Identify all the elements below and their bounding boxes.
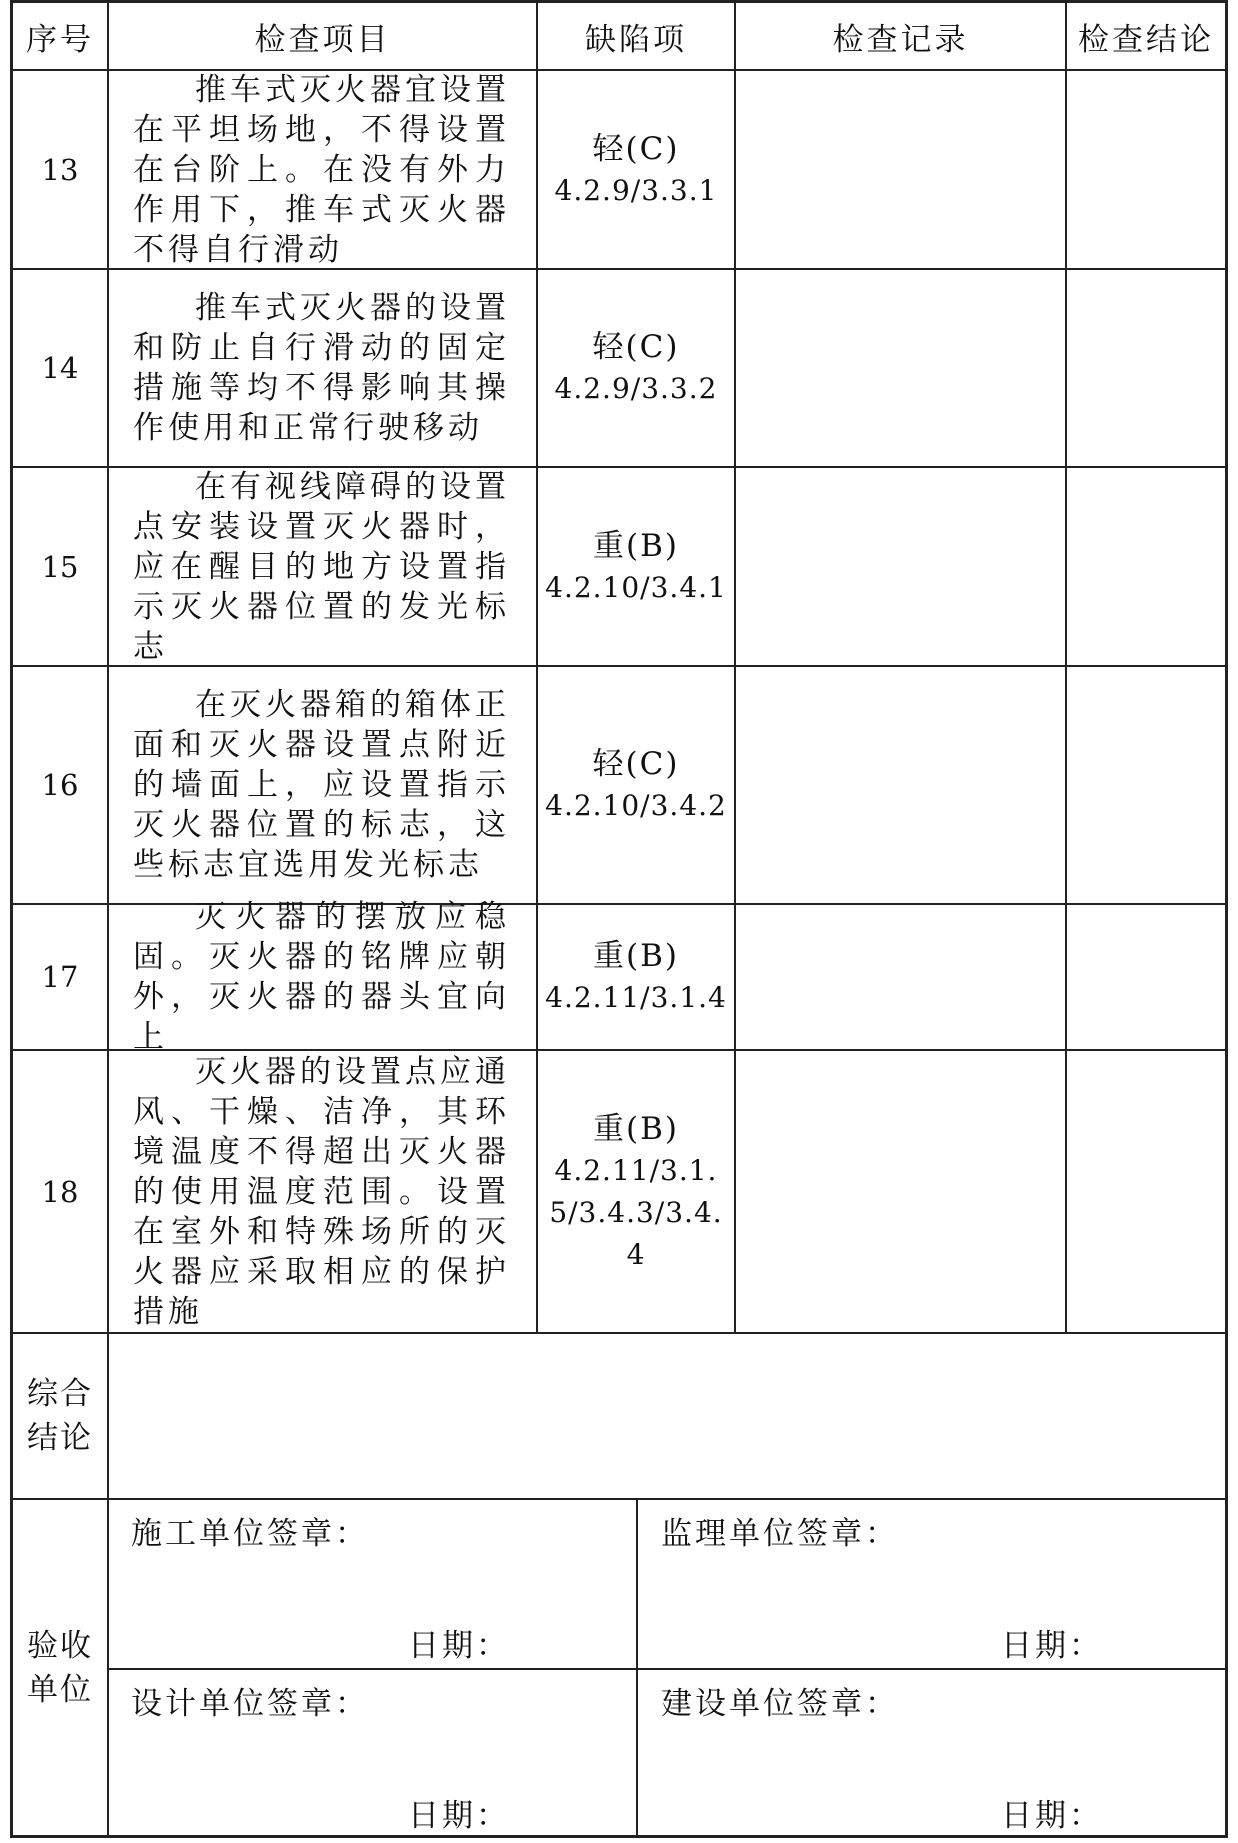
row-item-text: 在有视线障碍的设置点安装设置灭火器时，应在醒目的地方设置指示灭火器位置的发光标志 [133,468,510,665]
defect-level: 轻(C) [592,329,680,365]
defect-level: 重(B) [593,1110,679,1147]
rule [107,1668,1225,1670]
row-item [109,468,536,665]
defect-level: 轻(C) [592,130,680,167]
defect-clause: 4.2.10/3.4.2 [545,789,727,822]
header-defect: 缺陷项 [585,21,687,58]
defect-clause: 4.2.9/3.3.1 [554,173,718,207]
row-number: 15 [41,549,79,584]
defect-clause: 4.2.9/3.3.2 [554,372,718,405]
row-defect [538,1051,734,1332]
row-defect [538,71,734,268]
row-item-text: 推车式灭火器宜设置在平坦场地，不得设置在台阶上。在没有外力作用下，推车式灭火器不得自行滑动 [133,71,510,268]
summary-content [109,1334,1225,1498]
acceptance-label [13,1500,107,1835]
row-item [109,667,536,903]
row-number: 17 [41,960,79,994]
row-number: 18 [41,1174,79,1209]
supervision-unit-seal: 监理单位签章： [661,1516,899,1552]
rule [13,1498,1225,1500]
summary-label-line2: 结论 [27,1420,93,1456]
row-defect [538,270,734,466]
row-item-text: 灭火器的设置点应通风、干燥、洁净，其环境温度不得超出灭火器的使用温度范围。设置在室外和特殊场所的灭火器应采取相应的保护措施 [133,1053,510,1330]
row-item [109,270,536,466]
header-conclusion: 检查结论 [1078,21,1214,58]
header-no: 序号 [26,21,94,58]
rule [1065,3,1067,1333]
construction-unit-seal: 施工单位签章： [131,1516,369,1552]
defect-level: 重(B) [593,527,679,564]
defect-level: 重(B) [593,938,679,974]
design-unit-seal: 设计单位签章： [131,1686,369,1722]
summary-label [13,1334,107,1498]
rule [734,3,736,1333]
defect-clause: 4.2.11/3.1.4 [545,981,727,1014]
row-item [109,1051,536,1332]
row-defect [538,667,734,903]
row-number: 14 [41,351,79,385]
acceptance-label-line2: 单位 [27,1671,93,1708]
header-record: 检查记录 [832,21,969,58]
acceptance-label-line1: 验收 [27,1627,93,1664]
construction-unit-date: 日期： [408,1628,510,1664]
row-number: 13 [41,152,79,187]
rule [636,1499,638,1835]
defect-clause: 4.2.10/3.4.1 [545,570,727,604]
row-item [109,899,536,1055]
design-unit-date: 日期： [408,1798,510,1834]
row-item-text: 在灭火器箱的箱体正面和灭火器设置点附近的墙面上，应设置指示灭火器位置的标志，这些标志宜选用发光标志 [133,687,510,883]
owner-unit-date: 日期： [1001,1798,1103,1834]
row-item-text: 灭火器的摆放应稳固。灭火器的铭牌应朝外，灭火器的器头宜向上 [133,899,510,1055]
defect-level: 轻(C) [592,746,680,782]
owner-unit-seal: 建设单位签章： [661,1686,899,1722]
row-item [109,71,536,268]
supervision-unit-date: 日期： [1001,1628,1103,1664]
inspection-table [10,0,1228,1838]
header-item: 检查项目 [254,21,391,58]
row-defect [538,468,734,665]
row-defect [538,905,734,1049]
row-number: 16 [41,768,79,802]
summary-label-line1: 综合 [27,1376,93,1412]
defect-clause: 4.2.11/3.1.5/3.4.3/3.4.4 [549,1153,723,1271]
row-item-text: 推车式灭火器的设置和防止自行滑动的固定措施等均不得影响其操作使用和正常行驶移动 [133,290,510,446]
